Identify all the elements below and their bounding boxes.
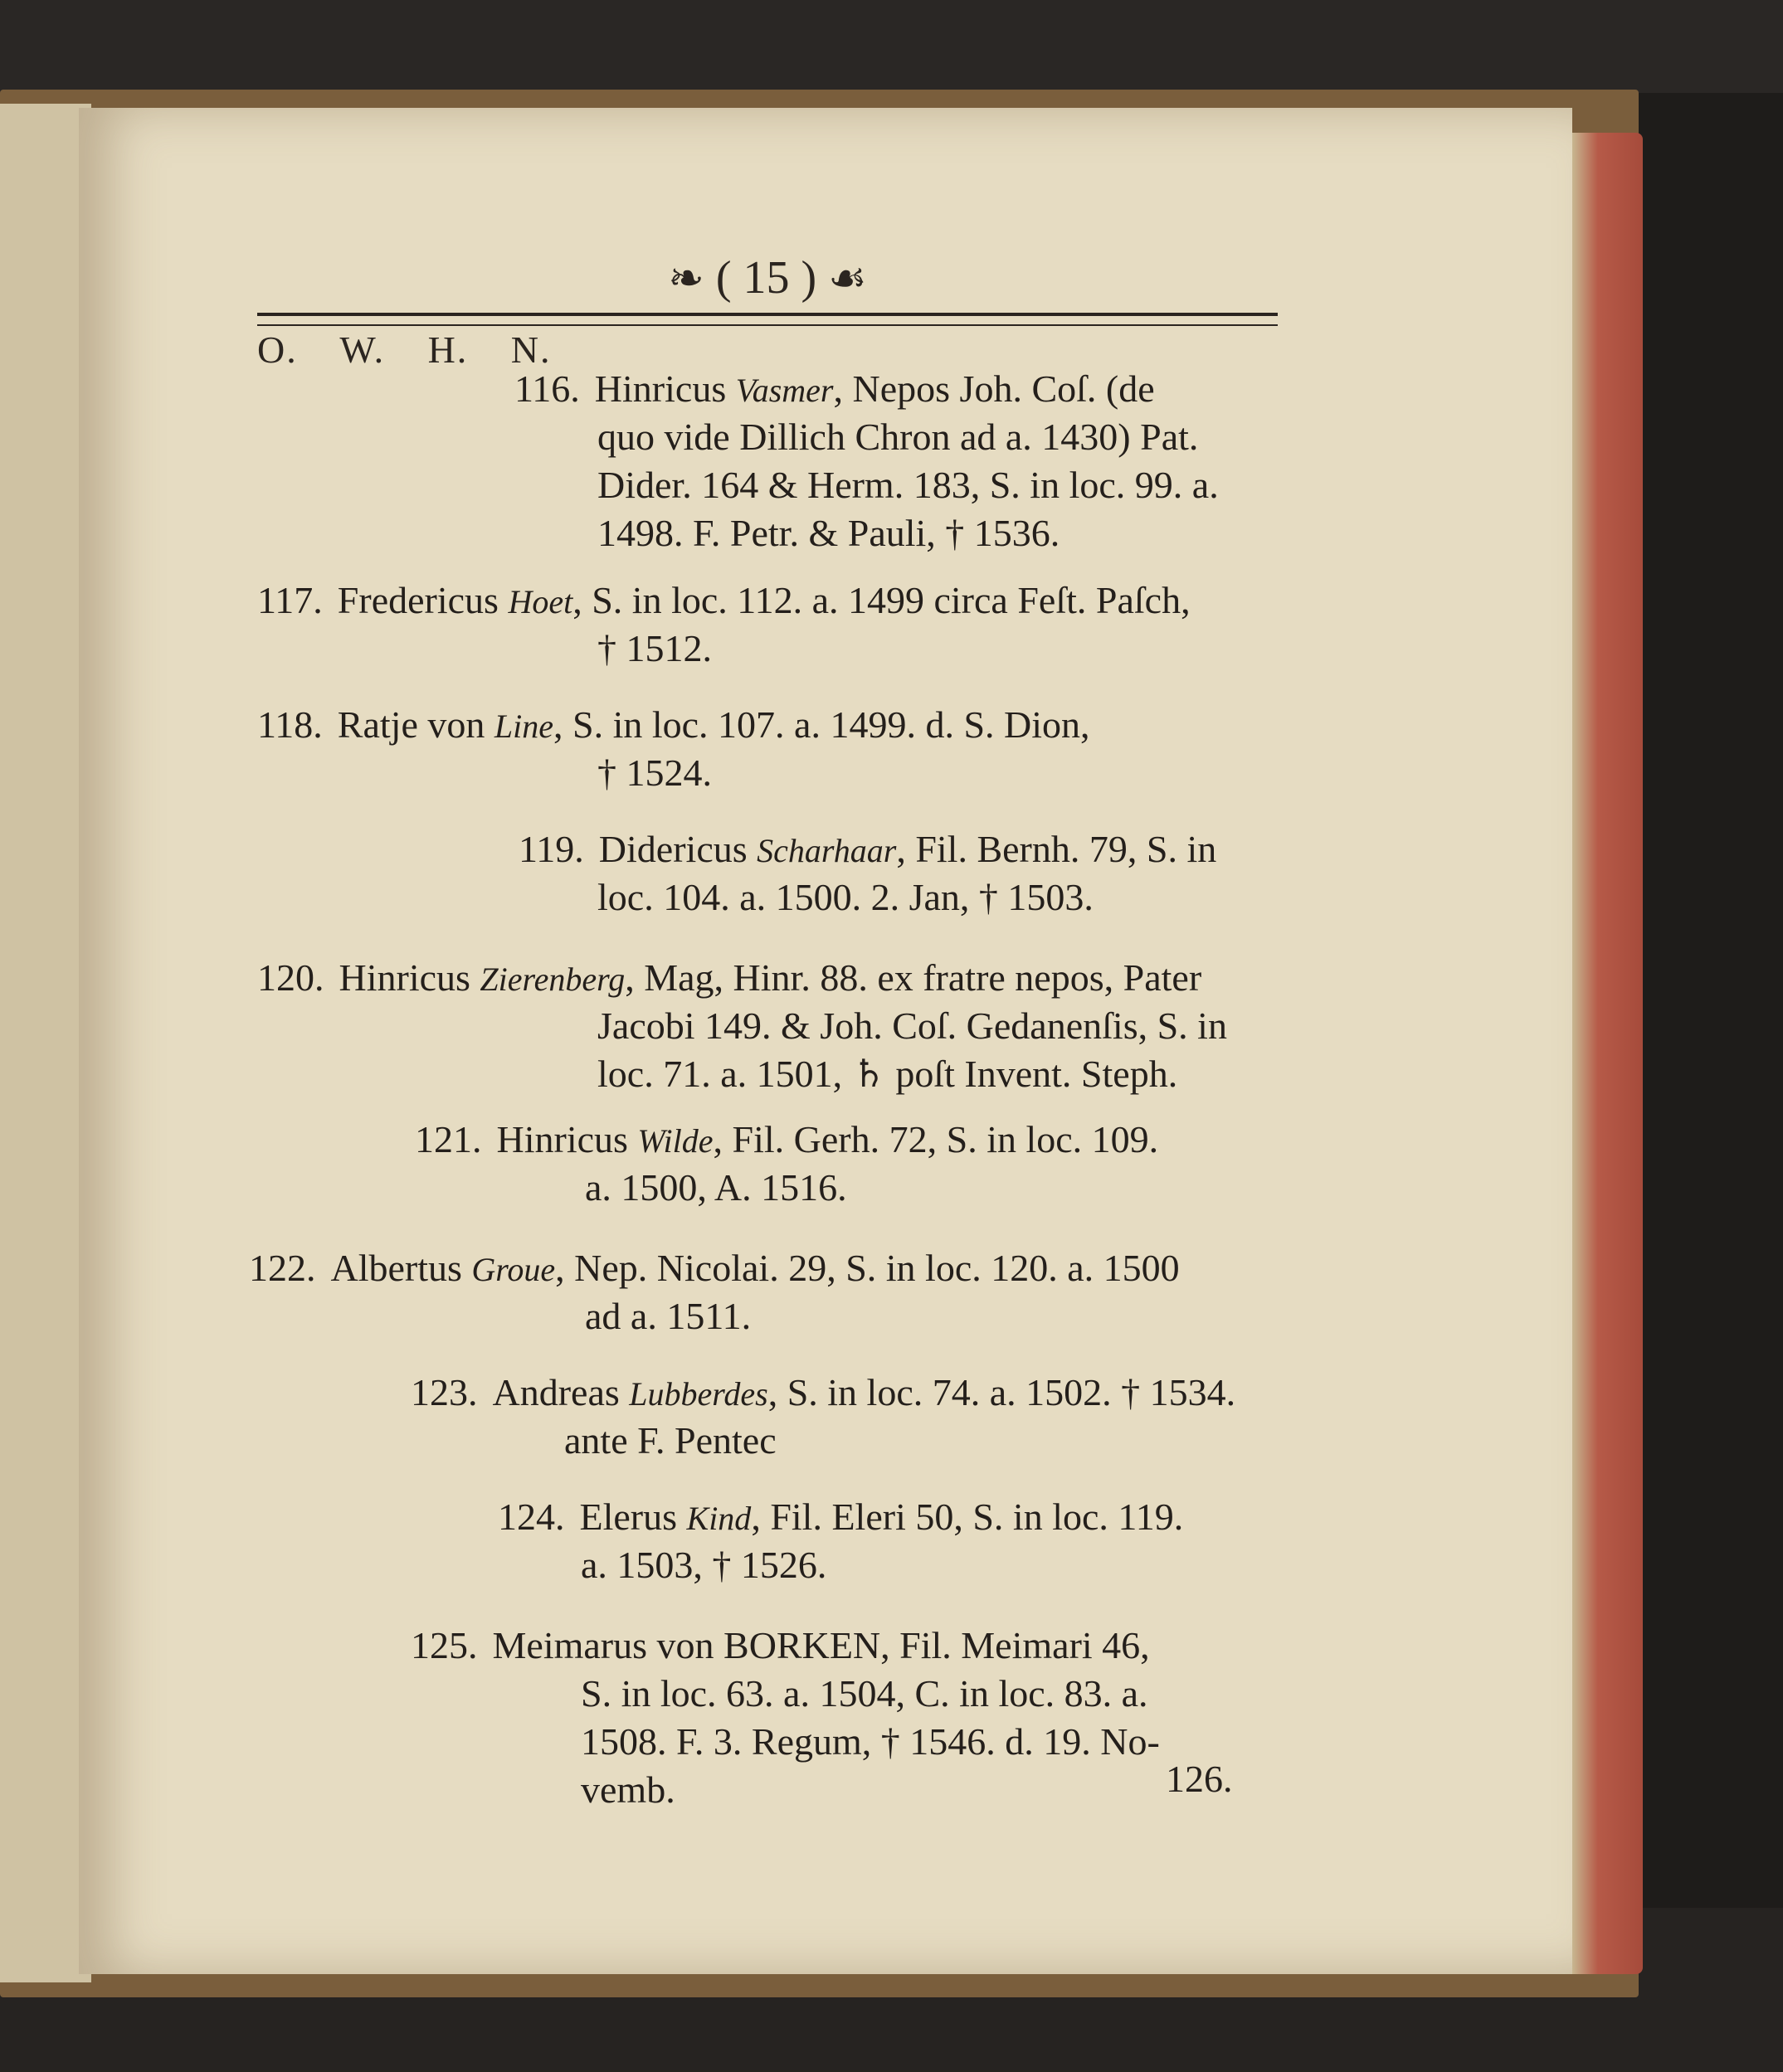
page-number: ( 15 ) — [715, 252, 817, 304]
entry-line — [415, 1116, 1158, 1165]
ornament-right-icon: ☙ — [828, 255, 867, 303]
entry-line — [585, 1164, 847, 1212]
entry-text: Ratje von — [337, 703, 494, 746]
entry-line — [581, 1766, 675, 1814]
entry-number: 117. — [257, 579, 323, 621]
scanner-background-top — [0, 0, 1783, 93]
entry-text: Hinricus — [594, 367, 736, 410]
entry-number: 124. — [498, 1496, 565, 1538]
entry-text: Hinricus — [496, 1118, 638, 1160]
entry-number: 119. — [519, 828, 584, 870]
catchword: 126. — [1166, 1758, 1233, 1800]
entry-line — [411, 1369, 1235, 1418]
entry-line — [411, 1622, 1150, 1670]
entry-text: S. in loc. 63. a. 1504, C. in loc. 83. a. — [581, 1672, 1148, 1715]
entry-text: vemb. — [581, 1768, 675, 1811]
entry-line — [249, 1244, 1180, 1294]
entry-text: , S. in loc. 112. a. 1499 circa Feſt. Paſch, — [572, 579, 1191, 621]
entry-line — [514, 365, 1155, 415]
entry-line — [597, 873, 1094, 922]
entry-text: a. 1500, A. 1516. — [585, 1166, 847, 1209]
entry-text: , S. in loc. 107. a. 1499. d. S. Dion, — [553, 703, 1090, 746]
entry-line — [597, 413, 1198, 461]
entry-number: 123. — [411, 1371, 478, 1413]
entry-line — [597, 625, 712, 673]
entry-text: , Fil. Eleri 50, S. in loc. 119. — [751, 1496, 1184, 1538]
entry-text: Jacobi 149. & Joh. Coſ. Gedanenſis, S. in — [597, 1004, 1227, 1047]
entry-line — [581, 1670, 1148, 1718]
entry-text: , Fil. Bernh. 79, S. in — [896, 828, 1217, 870]
ornament-left-icon: ❧ — [668, 255, 704, 303]
entry-line — [597, 509, 1060, 557]
facing-page-edge — [0, 104, 91, 1982]
entry-line — [581, 1718, 1160, 1766]
entry-text: Meimarus von BORKEN, Fil. Meimari 46, — [492, 1624, 1150, 1666]
surname: Line — [494, 708, 553, 745]
header-rule — [257, 313, 1278, 326]
entry-text: quo vide Dillich Chron ad a. 1430) Pat. — [597, 416, 1199, 458]
entry-number: 125. — [411, 1624, 478, 1666]
entry-text: 1498. F. Petr. & Pauli, † 1536. — [597, 512, 1060, 554]
entry-text: , Nepos Joh. Coſ. (de — [833, 367, 1155, 410]
surname: Kind — [686, 1500, 752, 1537]
entry-line — [597, 461, 1219, 509]
entry-text: Hinricus — [339, 956, 480, 999]
entry-number: 116. — [514, 367, 580, 410]
page-header — [257, 245, 1278, 323]
entry-line — [581, 1541, 826, 1589]
entry-text: , Nep. Nicolai. 29, S. in loc. 120. a. 1500 — [555, 1247, 1180, 1289]
entry-text: Albertus — [330, 1247, 472, 1289]
entry-line — [257, 701, 1090, 751]
entry-number: 118. — [257, 703, 323, 746]
entry-text: , Fil. Gerh. 72, S. in loc. 109. — [713, 1118, 1159, 1160]
entry-line — [519, 825, 1216, 875]
entry-line — [597, 1050, 1177, 1098]
entry-text: ad a. 1511. — [585, 1295, 752, 1337]
entry-line — [257, 954, 1201, 1004]
entry-text: 1508. F. 3. Regum, † 1546. d. 19. No- — [581, 1720, 1160, 1763]
entry-text: Didericus — [598, 828, 758, 870]
column-headings: O. W. H. N. — [257, 328, 552, 371]
entry-line — [257, 576, 1191, 626]
entry-line — [597, 1002, 1227, 1050]
entry-text: Elerus — [579, 1496, 687, 1538]
surname: Lubberdes — [629, 1375, 768, 1413]
folio — [257, 251, 1278, 304]
entry-text: loc. 104. a. 1500. 2. Jan, † 1503. — [597, 876, 1094, 918]
entry-text: † 1512. — [597, 627, 712, 669]
surname: Groue — [471, 1251, 556, 1288]
entry-text: loc. 71. a. 1501, ♄ poſt Invent. Steph. — [597, 1053, 1178, 1095]
entry-line — [498, 1493, 1183, 1543]
entry-number: 120. — [257, 956, 324, 999]
surname: Vasmer — [735, 372, 834, 409]
entry-line — [564, 1417, 777, 1465]
surname: Wilde — [637, 1122, 714, 1160]
entry-text: ante F. Pentec — [564, 1419, 777, 1462]
entry-text: Fredericus — [337, 579, 509, 621]
entry-line — [597, 749, 712, 797]
entry-text: Dider. 164 & Herm. 183, S. in loc. 99. a. — [597, 464, 1219, 506]
entry-text: a. 1503, † 1526. — [581, 1544, 827, 1586]
surname: Scharhaar — [757, 832, 897, 869]
entry-text: , S. in loc. 74. a. 1502. † 1534. — [767, 1371, 1236, 1413]
entry-number: 121. — [415, 1118, 482, 1160]
entry-number: 122. — [249, 1247, 316, 1289]
entry-text: Andreas — [492, 1371, 630, 1413]
entry-line — [585, 1292, 751, 1340]
surname: Hoet — [508, 583, 573, 620]
entry-text: † 1524. — [597, 751, 712, 794]
surname: Zierenberg — [480, 961, 626, 998]
entry-text: , Mag, Hinr. 88. ex fratre nepos, Pater — [625, 956, 1202, 999]
